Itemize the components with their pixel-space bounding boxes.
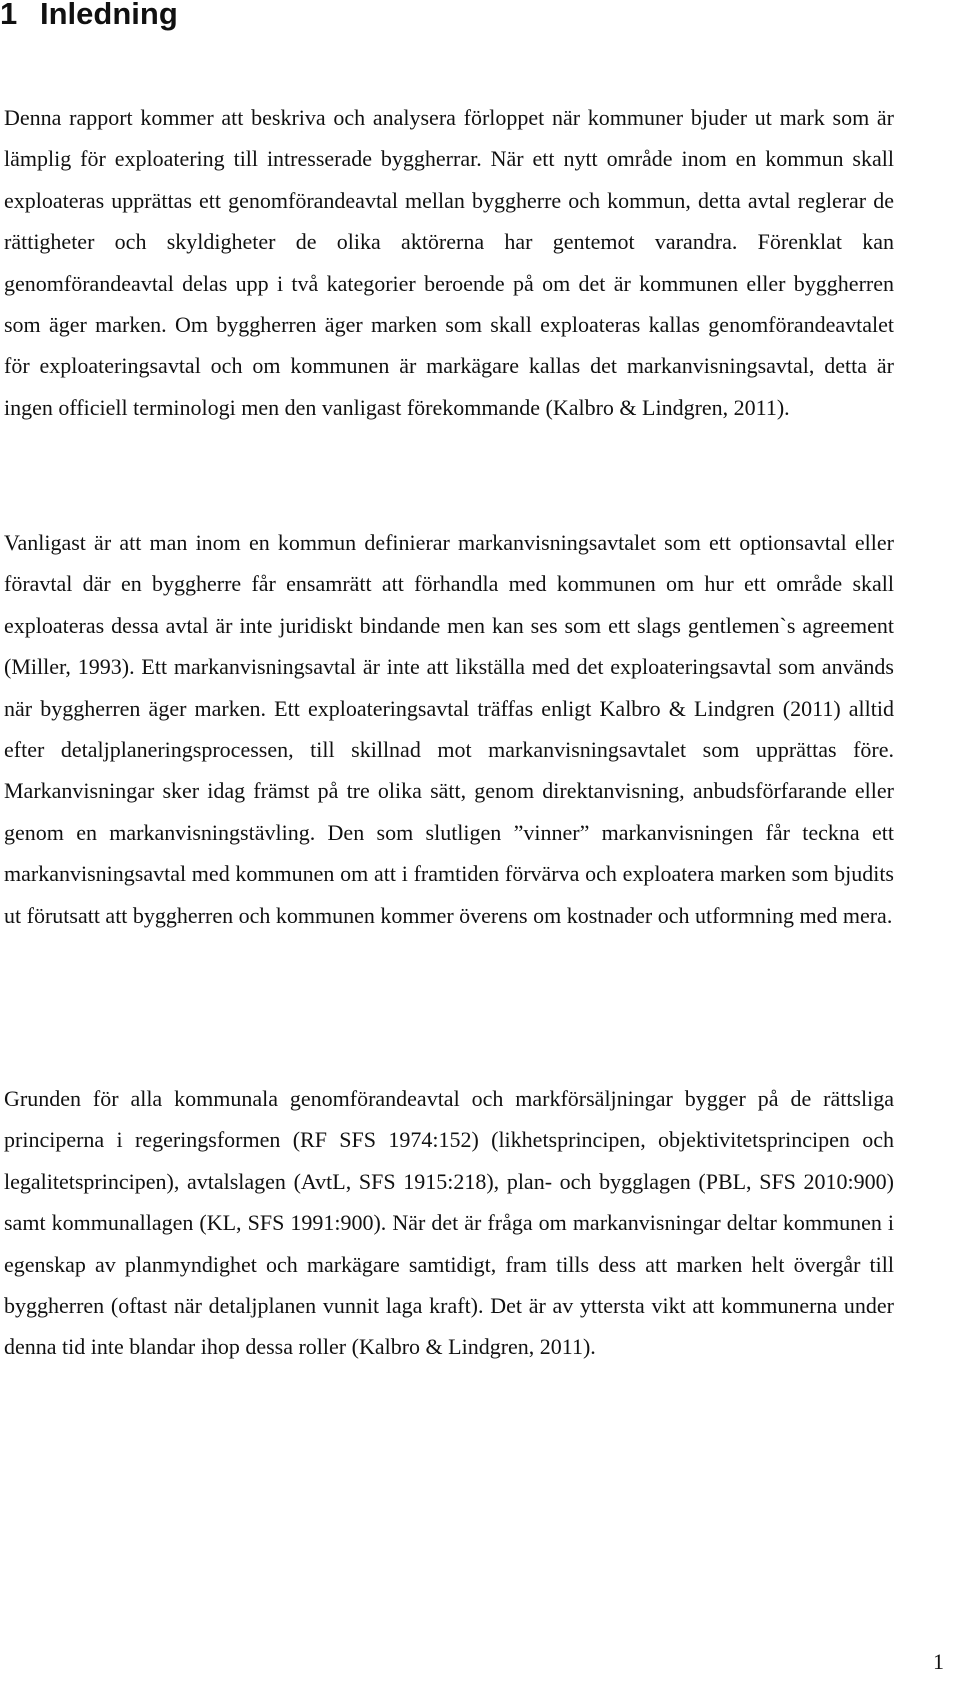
section-number: 1 [0,0,18,31]
page-number: 1 [933,1649,944,1674]
paragraph-3: Grunden för alla kommunala genomförandeavtal och markförsäljningar bygger på de rättsliga principerna i regeringsformen (RF SFS 1974:152) (likhetsprincipen, objektivitetsprincipen och legalitetsprincipen), avtalslagen (AvtL, SFS 1915:218), plan- och bygglagen (PBL, SFS 2010:900) samt kommunallagen (KL, SFS 1991:900). När det är fråga om markanvisningar deltar kommunen i egenskap av planmyndighet och markägare samtidigt, fram tills dess att marken helt övergår till byggherren (oftast när detaljplanen vunnit laga kraft). Det är av yttersta vikt att kommunerna under denna tid inte blandar ihop dessa roller (Kalbro & Lindgren, 2011). [4,1086,894,1360]
section-heading [0,0,178,34]
section-title: Inledning [40,0,178,31]
paragraph-2: Vanligast är att man inom en kommun definierar markanvisningsavtalet som ett optionsavtal eller föravtal där en byggherre får ensamrätt att förhandla med kommunen om hur ett område skall exploateras dessa avtal är inte juridiskt bindande men kan ses som ett slags gentlemen`s agreement (Miller, 1993). Ett markanvisningsavtal är inte att likställa med det exploateringsavtal som används när byggherren äger marken. Ett exploateringsavtal träffas enligt Kalbro & Lindgren (2011) alltid efter detaljplaneringsprocessen, till skillnad mot markanvisningsavtalet som upprättas före. Markanvisningar sker idag främst på tre olika sätt, genom direktanvisning, anbudsförfarande eller genom en markanvisningstävling. Den som slutligen ”vinner” markanvisningen får teckna ett markanvisningsavtal med kommunen om att i framtiden förvärva och exploatera marken som bjudits ut förutsatt att byggherren och kommunen kommer överens om kostnader och utformning med mera. [4,530,894,928]
paragraph-1: Denna rapport kommer att beskriva och analysera förloppet när kommuner bjuder ut mark som är lämplig för exploatering till intresserade byggherrar. När ett nytt område inom en kommun skall exploateras upprättas ett genomförandeavtal mellan byggherre och kommun, detta avtal reglerar de rättigheter och skyldigheter de olika aktörerna har gentemot varandra. Förenklat kan genomförandeavtal delas upp i två kategorier beroende på om det är kommunen eller byggherren som äger marken. Om byggherren äger marken som skall exploateras kallas genomförandeavtalet för exploateringsavtal och om kommunen är markägare kallas det markanvisningsavtal, detta är ingen officiell terminologi men den vanligast förekommande (Kalbro & Lindgren, 2011). [4,105,894,420]
